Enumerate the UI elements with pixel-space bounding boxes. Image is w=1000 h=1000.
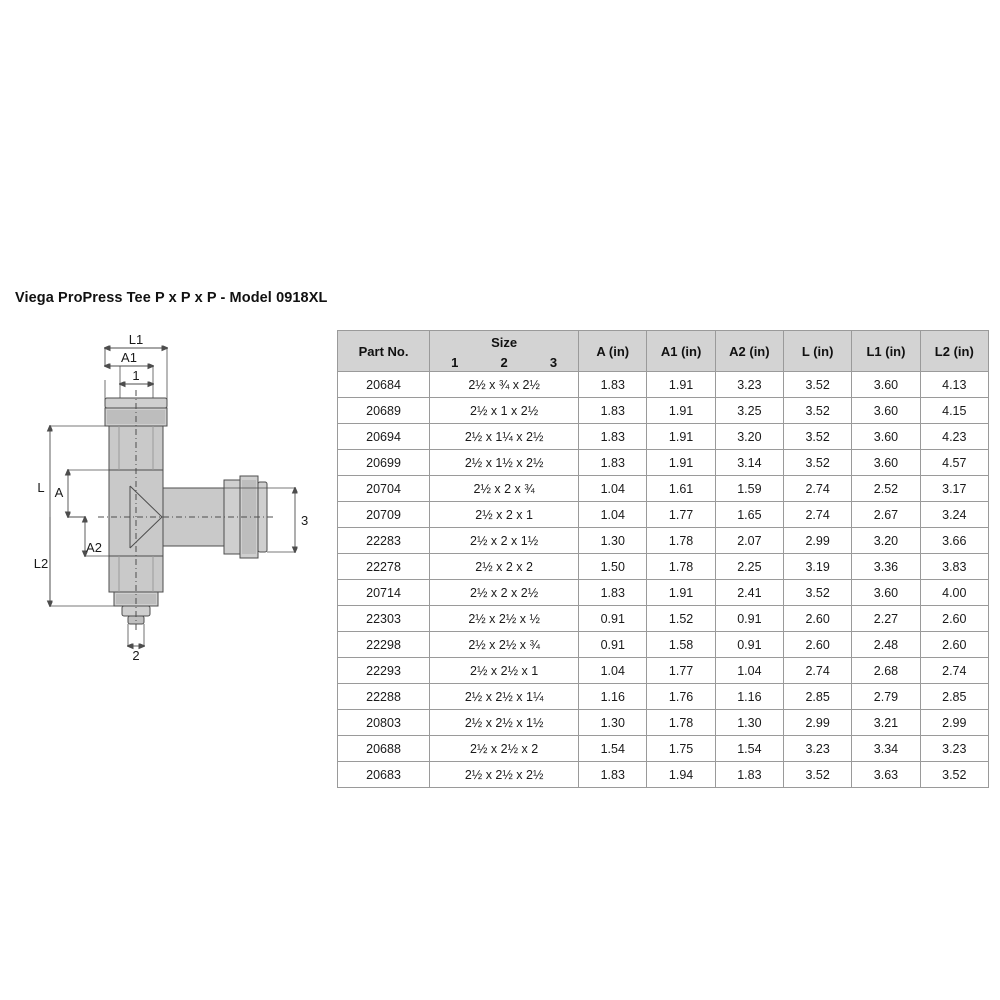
cell-size: 2½ x ¾ x 2½ (430, 372, 579, 398)
specifications-table (337, 330, 989, 788)
cell-l: 3.52 (784, 762, 852, 788)
cell-a: 1.30 (579, 710, 647, 736)
cell-part-no: 22303 (338, 606, 430, 632)
cell-size: 2½ x 2½ x ¾ (430, 632, 579, 658)
cell-a1: 1.91 (647, 580, 715, 606)
cell-a1: 1.94 (647, 762, 715, 788)
table-row (338, 554, 989, 580)
table-row (338, 658, 989, 684)
cell-a: 1.30 (579, 528, 647, 554)
table-row (338, 632, 989, 658)
cell-l2: 3.17 (920, 476, 988, 502)
cell-a1: 1.76 (647, 684, 715, 710)
cell-size: 2½ x 2½ x ½ (430, 606, 579, 632)
cell-part-no: 20704 (338, 476, 430, 502)
table-row (338, 606, 989, 632)
cell-size: 2½ x 2½ x 1¼ (430, 684, 579, 710)
cell-a: 1.04 (579, 658, 647, 684)
cell-l2: 2.60 (920, 606, 988, 632)
cell-a1: 1.91 (647, 424, 715, 450)
cell-a: 1.16 (579, 684, 647, 710)
product-drawing (10, 320, 320, 660)
cell-a1: 1.58 (647, 632, 715, 658)
table-body (338, 372, 989, 788)
cell-size: 2½ x 2 x 1 (430, 502, 579, 528)
header-size: Size (430, 331, 579, 354)
cell-l: 3.52 (784, 424, 852, 450)
cell-l: 3.23 (784, 736, 852, 762)
cell-part-no: 20688 (338, 736, 430, 762)
cell-size: 2½ x 2 x ¾ (430, 476, 579, 502)
table-row (338, 762, 989, 788)
cell-part-no: 22288 (338, 684, 430, 710)
cell-l: 2.74 (784, 658, 852, 684)
cell-part-no: 20683 (338, 762, 430, 788)
cell-a2: 2.41 (715, 580, 783, 606)
cell-a: 0.91 (579, 606, 647, 632)
cell-l2: 3.52 (920, 762, 988, 788)
dim-label-3: 3 (301, 513, 309, 528)
cell-a2: 1.65 (715, 502, 783, 528)
cell-l: 2.60 (784, 606, 852, 632)
cell-a1: 1.78 (647, 528, 715, 554)
cell-l: 3.52 (784, 450, 852, 476)
header-l2: L2 (in) (920, 331, 988, 372)
cell-l1: 2.68 (852, 658, 920, 684)
header-a: A (in) (579, 331, 647, 372)
cell-l: 2.74 (784, 502, 852, 528)
cell-a: 1.04 (579, 476, 647, 502)
header-part-no: Part No. (338, 331, 430, 372)
cell-size: 2½ x 1¼ x 2½ (430, 424, 579, 450)
cell-l2: 4.57 (920, 450, 988, 476)
cell-l2: 4.00 (920, 580, 988, 606)
cell-a2: 1.30 (715, 710, 783, 736)
dim-label-l1: L1 (128, 332, 144, 347)
cell-l1: 2.67 (852, 502, 920, 528)
cell-part-no: 20714 (338, 580, 430, 606)
cell-a2: 3.14 (715, 450, 783, 476)
cell-l2: 2.60 (920, 632, 988, 658)
cell-l2: 4.13 (920, 372, 988, 398)
dim-label-a2: A2 (86, 540, 102, 555)
cell-l1: 3.60 (852, 398, 920, 424)
cell-a: 0.91 (579, 632, 647, 658)
cell-a2: 0.91 (715, 606, 783, 632)
page-title: Viega ProPress Tee P x P x P - Model 0918XL (15, 290, 328, 306)
cell-a2: 2.25 (715, 554, 783, 580)
cell-a2: 0.91 (715, 632, 783, 658)
cell-size: 2½ x 2 x 1½ (430, 528, 579, 554)
cell-l2: 2.99 (920, 710, 988, 736)
cell-l1: 3.60 (852, 372, 920, 398)
cell-l1: 3.20 (852, 528, 920, 554)
dim-label-l: L (37, 480, 45, 495)
table-row (338, 372, 989, 398)
cell-l: 3.52 (784, 372, 852, 398)
dim-label-1: 1 (132, 368, 140, 383)
cell-a1: 1.77 (647, 658, 715, 684)
cell-a: 1.50 (579, 554, 647, 580)
cell-a2: 3.25 (715, 398, 783, 424)
cell-l: 2.74 (784, 476, 852, 502)
cell-part-no: 22298 (338, 632, 430, 658)
table-row (338, 710, 989, 736)
cell-size: 2½ x 1 x 2½ (430, 398, 579, 424)
dim-label-l2: L2 (33, 556, 49, 571)
cell-l1: 3.36 (852, 554, 920, 580)
cell-a1: 1.91 (647, 450, 715, 476)
cell-a1: 1.75 (647, 736, 715, 762)
cell-part-no: 22283 (338, 528, 430, 554)
cell-size: 2½ x 2 x 2½ (430, 580, 579, 606)
cell-l1: 2.79 (852, 684, 920, 710)
cell-l1: 3.63 (852, 762, 920, 788)
cell-a2: 2.07 (715, 528, 783, 554)
cell-a2: 3.23 (715, 372, 783, 398)
cell-part-no: 20803 (338, 710, 430, 736)
cell-part-no: 22293 (338, 658, 430, 684)
table-row (338, 450, 989, 476)
cell-a1: 1.52 (647, 606, 715, 632)
cell-l: 3.52 (784, 398, 852, 424)
cell-l2: 3.66 (920, 528, 988, 554)
cell-l: 3.52 (784, 580, 852, 606)
size-position-3: 3 (549, 354, 558, 370)
cell-part-no: 20684 (338, 372, 430, 398)
cell-l2: 4.23 (920, 424, 988, 450)
cell-a1: 1.61 (647, 476, 715, 502)
header-a1: A1 (in) (647, 331, 715, 372)
header-l1: L1 (in) (852, 331, 920, 372)
cell-l: 2.99 (784, 710, 852, 736)
cell-a1: 1.91 (647, 372, 715, 398)
table-row (338, 684, 989, 710)
table-row (338, 398, 989, 424)
cell-l2: 2.85 (920, 684, 988, 710)
cell-l1: 3.60 (852, 424, 920, 450)
cell-size: 2½ x 1½ x 2½ (430, 450, 579, 476)
cell-size: 2½ x 2½ x 2½ (430, 762, 579, 788)
cell-l: 3.19 (784, 554, 852, 580)
cell-a: 1.83 (579, 762, 647, 788)
dim-label-a: A (54, 485, 64, 500)
cell-a1: 1.78 (647, 710, 715, 736)
cell-l2: 3.83 (920, 554, 988, 580)
cell-a: 1.83 (579, 450, 647, 476)
cell-a2: 1.04 (715, 658, 783, 684)
cell-size: 2½ x 2½ x 2 (430, 736, 579, 762)
cell-a2: 1.54 (715, 736, 783, 762)
cell-a1: 1.77 (647, 502, 715, 528)
table-row (338, 424, 989, 450)
cell-l1: 3.60 (852, 580, 920, 606)
cell-l: 2.99 (784, 528, 852, 554)
cell-a: 1.83 (579, 398, 647, 424)
header-size-positions (430, 353, 579, 372)
table-row (338, 736, 989, 762)
cell-part-no: 20689 (338, 398, 430, 424)
cell-a: 1.04 (579, 502, 647, 528)
cell-l1: 3.34 (852, 736, 920, 762)
cell-l2: 3.23 (920, 736, 988, 762)
cell-l2: 4.15 (920, 398, 988, 424)
cell-a: 1.54 (579, 736, 647, 762)
cell-part-no: 20709 (338, 502, 430, 528)
cell-l1: 2.27 (852, 606, 920, 632)
size-position-2: 2 (500, 354, 508, 370)
dim-label-2: 2 (132, 648, 140, 660)
cell-a: 1.83 (579, 580, 647, 606)
header-a2: A2 (in) (715, 331, 783, 372)
cell-l1: 3.21 (852, 710, 920, 736)
cell-a2: 1.16 (715, 684, 783, 710)
cell-a2: 1.59 (715, 476, 783, 502)
cell-part-no: 22278 (338, 554, 430, 580)
cell-size: 2½ x 2½ x 1½ (430, 710, 579, 736)
cell-size: 2½ x 2½ x 1 (430, 658, 579, 684)
cell-l1: 2.52 (852, 476, 920, 502)
cell-a1: 1.91 (647, 398, 715, 424)
header-l: L (in) (784, 331, 852, 372)
cell-l1: 2.48 (852, 632, 920, 658)
cell-l1: 3.60 (852, 450, 920, 476)
table-row (338, 476, 989, 502)
cell-size: 2½ x 2 x 2 (430, 554, 579, 580)
cell-a2: 1.83 (715, 762, 783, 788)
cell-l: 2.85 (784, 684, 852, 710)
dim-label-a1: A1 (121, 350, 137, 365)
table-header-row (338, 331, 989, 354)
cell-l2: 2.74 (920, 658, 988, 684)
cell-a: 1.83 (579, 424, 647, 450)
cell-a2: 3.20 (715, 424, 783, 450)
cell-part-no: 20694 (338, 424, 430, 450)
cell-a1: 1.78 (647, 554, 715, 580)
cell-part-no: 20699 (338, 450, 430, 476)
table-row (338, 502, 989, 528)
size-position-1: 1 (451, 354, 459, 370)
table-row (338, 580, 989, 606)
cell-l2: 3.24 (920, 502, 988, 528)
table-row (338, 528, 989, 554)
cell-l: 2.60 (784, 632, 852, 658)
cell-a: 1.83 (579, 372, 647, 398)
